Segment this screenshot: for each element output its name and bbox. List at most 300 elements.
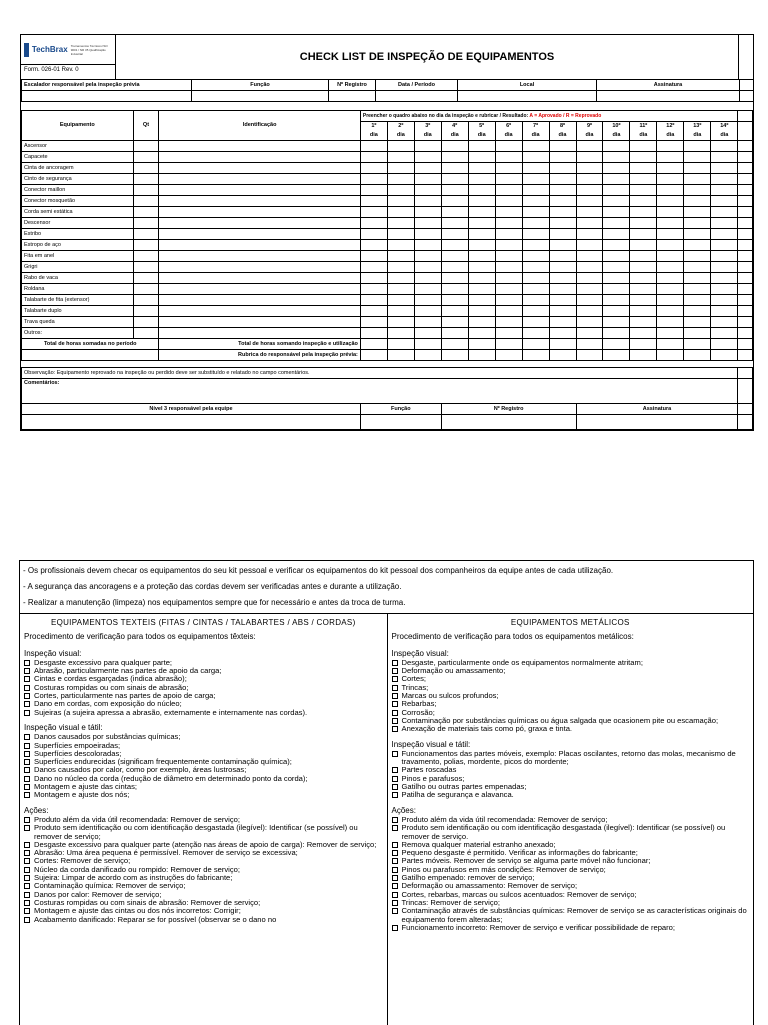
- qt-cell[interactable]: [133, 163, 159, 174]
- day-cell[interactable]: [576, 240, 603, 251]
- day-cell[interactable]: [468, 284, 495, 295]
- day-cell[interactable]: [441, 218, 468, 229]
- day-cell[interactable]: [684, 240, 711, 251]
- signature-field[interactable]: [360, 415, 441, 430]
- day-cell[interactable]: [360, 295, 387, 306]
- day-cell[interactable]: [603, 306, 630, 317]
- day-cell[interactable]: [657, 251, 684, 262]
- checkbox[interactable]: [392, 792, 398, 798]
- day-cell[interactable]: [657, 262, 684, 273]
- day-cell[interactable]: [387, 185, 414, 196]
- day-cell[interactable]: [495, 185, 522, 196]
- day-cell[interactable]: [441, 273, 468, 284]
- day-cell[interactable]: [684, 328, 711, 339]
- day-cell[interactable]: [657, 295, 684, 306]
- checkbox[interactable]: [24, 734, 30, 740]
- day-cell[interactable]: [414, 328, 441, 339]
- day-cell[interactable]: [603, 328, 630, 339]
- checkbox[interactable]: [392, 676, 398, 682]
- rubrica-cell[interactable]: [603, 350, 630, 361]
- day-cell[interactable]: [711, 306, 738, 317]
- day-cell[interactable]: [576, 207, 603, 218]
- checkbox[interactable]: [24, 900, 30, 906]
- checkbox[interactable]: [392, 701, 398, 707]
- day-cell[interactable]: [684, 273, 711, 284]
- checkbox[interactable]: [392, 900, 398, 906]
- day-cell[interactable]: [711, 196, 738, 207]
- day-cell[interactable]: [495, 174, 522, 185]
- day-cell[interactable]: [630, 174, 657, 185]
- day-cell[interactable]: [549, 174, 576, 185]
- day-cell[interactable]: [549, 218, 576, 229]
- day-cell[interactable]: [603, 273, 630, 284]
- checkbox[interactable]: [392, 850, 398, 856]
- identificacao-cell[interactable]: [159, 273, 360, 284]
- day-cell[interactable]: [576, 196, 603, 207]
- day-cell[interactable]: [414, 251, 441, 262]
- day-cell[interactable]: [441, 317, 468, 328]
- rubrica-cell[interactable]: [360, 350, 387, 361]
- day-cell[interactable]: [387, 141, 414, 152]
- identificacao-cell[interactable]: [159, 295, 360, 306]
- day-cell[interactable]: [657, 163, 684, 174]
- day-cell[interactable]: [576, 328, 603, 339]
- checkbox[interactable]: [24, 917, 30, 923]
- day-cell[interactable]: [603, 207, 630, 218]
- checkbox[interactable]: [392, 817, 398, 823]
- rubrica-cell[interactable]: [495, 350, 522, 361]
- day-cell[interactable]: [711, 295, 738, 306]
- day-cell[interactable]: [657, 328, 684, 339]
- day-cell[interactable]: [468, 152, 495, 163]
- day-cell[interactable]: [549, 273, 576, 284]
- day-cell[interactable]: [657, 174, 684, 185]
- day-cell[interactable]: [387, 152, 414, 163]
- day-cell[interactable]: [387, 218, 414, 229]
- rubrica-cell[interactable]: [387, 350, 414, 361]
- day-cell[interactable]: [522, 273, 549, 284]
- comentarios-field[interactable]: [22, 379, 738, 404]
- day-cell[interactable]: [360, 174, 387, 185]
- checkbox[interactable]: [24, 883, 30, 889]
- day-cell[interactable]: [522, 141, 549, 152]
- day-cell[interactable]: [657, 207, 684, 218]
- day-cell[interactable]: [549, 185, 576, 196]
- day-cell[interactable]: [495, 240, 522, 251]
- rubrica-cell[interactable]: [684, 350, 711, 361]
- day-cell[interactable]: [549, 251, 576, 262]
- day-cell[interactable]: [495, 196, 522, 207]
- day-cell[interactable]: [441, 284, 468, 295]
- funcao-field[interactable]: [192, 91, 329, 102]
- day-cell[interactable]: [630, 207, 657, 218]
- day-cell[interactable]: [387, 284, 414, 295]
- checkbox[interactable]: [392, 685, 398, 691]
- rubrica-cell[interactable]: [468, 350, 495, 361]
- day-cell[interactable]: [360, 218, 387, 229]
- qt-cell[interactable]: [133, 284, 159, 295]
- day-cell[interactable]: [468, 251, 495, 262]
- day-cell[interactable]: [630, 295, 657, 306]
- day-cell[interactable]: [657, 218, 684, 229]
- day-cell[interactable]: [441, 207, 468, 218]
- checkbox[interactable]: [392, 718, 398, 724]
- day-cell[interactable]: [495, 306, 522, 317]
- day-cell[interactable]: [441, 163, 468, 174]
- day-cell[interactable]: [387, 273, 414, 284]
- day-cell[interactable]: [414, 207, 441, 218]
- day-cell[interactable]: [549, 141, 576, 152]
- checkbox[interactable]: [24, 858, 30, 864]
- day-cell[interactable]: [522, 163, 549, 174]
- checkbox[interactable]: [24, 784, 30, 790]
- day-cell[interactable]: [360, 306, 387, 317]
- day-cell[interactable]: [603, 229, 630, 240]
- qt-cell[interactable]: [133, 273, 159, 284]
- day-cell[interactable]: [603, 152, 630, 163]
- total-cell[interactable]: [441, 339, 468, 350]
- day-cell[interactable]: [630, 218, 657, 229]
- day-cell[interactable]: [522, 295, 549, 306]
- day-cell[interactable]: [711, 185, 738, 196]
- day-cell[interactable]: [441, 306, 468, 317]
- qt-cell[interactable]: [133, 207, 159, 218]
- day-cell[interactable]: [711, 174, 738, 185]
- qt-cell[interactable]: [133, 218, 159, 229]
- day-cell[interactable]: [549, 196, 576, 207]
- qt-cell[interactable]: [133, 295, 159, 306]
- checkbox[interactable]: [24, 825, 30, 831]
- day-cell[interactable]: [657, 229, 684, 240]
- identificacao-cell[interactable]: [159, 262, 360, 273]
- checkbox[interactable]: [24, 908, 30, 914]
- day-cell[interactable]: [387, 306, 414, 317]
- qt-cell[interactable]: [133, 174, 159, 185]
- day-cell[interactable]: [576, 273, 603, 284]
- day-cell[interactable]: [387, 196, 414, 207]
- day-cell[interactable]: [549, 240, 576, 251]
- identificacao-cell[interactable]: [159, 141, 360, 152]
- day-cell[interactable]: [549, 262, 576, 273]
- checkbox[interactable]: [392, 776, 398, 782]
- day-cell[interactable]: [630, 152, 657, 163]
- day-cell[interactable]: [387, 207, 414, 218]
- day-cell[interactable]: [630, 229, 657, 240]
- day-cell[interactable]: [522, 306, 549, 317]
- checkbox[interactable]: [24, 751, 30, 757]
- day-cell[interactable]: [495, 328, 522, 339]
- registro-field[interactable]: [329, 91, 376, 102]
- identificacao-cell[interactable]: [159, 196, 360, 207]
- day-cell[interactable]: [522, 218, 549, 229]
- day-cell[interactable]: [630, 141, 657, 152]
- checkbox[interactable]: [392, 751, 398, 757]
- escalador-field[interactable]: [22, 91, 192, 102]
- day-cell[interactable]: [603, 240, 630, 251]
- day-cell[interactable]: [360, 262, 387, 273]
- day-cell[interactable]: [576, 141, 603, 152]
- day-cell[interactable]: [441, 141, 468, 152]
- day-cell[interactable]: [495, 317, 522, 328]
- day-cell[interactable]: [549, 152, 576, 163]
- day-cell[interactable]: [360, 328, 387, 339]
- day-cell[interactable]: [414, 174, 441, 185]
- day-cell[interactable]: [468, 240, 495, 251]
- day-cell[interactable]: [711, 262, 738, 273]
- day-cell[interactable]: [360, 207, 387, 218]
- day-cell[interactable]: [414, 295, 441, 306]
- identificacao-cell[interactable]: [159, 284, 360, 295]
- day-cell[interactable]: [360, 185, 387, 196]
- day-cell[interactable]: [468, 317, 495, 328]
- day-cell[interactable]: [549, 306, 576, 317]
- qt-cell[interactable]: [133, 185, 159, 196]
- day-cell[interactable]: [576, 251, 603, 262]
- identificacao-cell[interactable]: [159, 174, 360, 185]
- day-cell[interactable]: [495, 152, 522, 163]
- day-cell[interactable]: [360, 284, 387, 295]
- day-cell[interactable]: [522, 262, 549, 273]
- day-cell[interactable]: [603, 163, 630, 174]
- checkbox[interactable]: [24, 676, 30, 682]
- total-cell[interactable]: [630, 339, 657, 350]
- identificacao-cell[interactable]: [159, 152, 360, 163]
- day-cell[interactable]: [441, 251, 468, 262]
- day-cell[interactable]: [414, 229, 441, 240]
- checkbox[interactable]: [392, 842, 398, 848]
- checkbox[interactable]: [24, 767, 30, 773]
- day-cell[interactable]: [414, 185, 441, 196]
- day-cell[interactable]: [711, 273, 738, 284]
- day-cell[interactable]: [684, 218, 711, 229]
- identificacao-cell[interactable]: [159, 306, 360, 317]
- day-cell[interactable]: [495, 229, 522, 240]
- day-cell[interactable]: [522, 152, 549, 163]
- checkbox[interactable]: [392, 767, 398, 773]
- checkbox[interactable]: [24, 660, 30, 666]
- day-cell[interactable]: [441, 262, 468, 273]
- checkbox[interactable]: [392, 908, 398, 914]
- day-cell[interactable]: [441, 295, 468, 306]
- day-cell[interactable]: [387, 251, 414, 262]
- identificacao-cell[interactable]: [159, 229, 360, 240]
- day-cell[interactable]: [414, 141, 441, 152]
- identificacao-cell[interactable]: [159, 163, 360, 174]
- day-cell[interactable]: [711, 251, 738, 262]
- checkbox[interactable]: [392, 693, 398, 699]
- day-cell[interactable]: [684, 306, 711, 317]
- day-cell[interactable]: [603, 196, 630, 207]
- day-cell[interactable]: [360, 196, 387, 207]
- day-cell[interactable]: [630, 240, 657, 251]
- day-cell[interactable]: [630, 185, 657, 196]
- day-cell[interactable]: [603, 174, 630, 185]
- day-cell[interactable]: [603, 295, 630, 306]
- checkbox[interactable]: [24, 850, 30, 856]
- signature-field[interactable]: [441, 415, 576, 430]
- day-cell[interactable]: [468, 163, 495, 174]
- day-cell[interactable]: [414, 152, 441, 163]
- day-cell[interactable]: [522, 174, 549, 185]
- day-cell[interactable]: [414, 306, 441, 317]
- day-cell[interactable]: [549, 207, 576, 218]
- day-cell[interactable]: [495, 251, 522, 262]
- day-cell[interactable]: [441, 229, 468, 240]
- checkbox[interactable]: [24, 892, 30, 898]
- day-cell[interactable]: [495, 295, 522, 306]
- qt-cell[interactable]: [133, 229, 159, 240]
- day-cell[interactable]: [468, 262, 495, 273]
- day-cell[interactable]: [711, 207, 738, 218]
- qt-cell[interactable]: [133, 251, 159, 262]
- day-cell[interactable]: [711, 284, 738, 295]
- day-cell[interactable]: [684, 207, 711, 218]
- day-cell[interactable]: [441, 152, 468, 163]
- day-cell[interactable]: [468, 273, 495, 284]
- day-cell[interactable]: [522, 185, 549, 196]
- checkbox[interactable]: [392, 825, 398, 831]
- checkbox[interactable]: [392, 726, 398, 732]
- day-cell[interactable]: [522, 229, 549, 240]
- identificacao-cell[interactable]: [159, 251, 360, 262]
- rubrica-cell[interactable]: [549, 350, 576, 361]
- day-cell[interactable]: [630, 328, 657, 339]
- day-cell[interactable]: [414, 284, 441, 295]
- day-cell[interactable]: [468, 328, 495, 339]
- day-cell[interactable]: [522, 317, 549, 328]
- qt-cell[interactable]: [133, 152, 159, 163]
- day-cell[interactable]: [684, 262, 711, 273]
- total-cell[interactable]: [684, 339, 711, 350]
- checkbox[interactable]: [392, 710, 398, 716]
- rubrica-cell[interactable]: [630, 350, 657, 361]
- total-cell[interactable]: [414, 339, 441, 350]
- checkbox[interactable]: [24, 710, 30, 716]
- checkbox[interactable]: [392, 867, 398, 873]
- day-cell[interactable]: [468, 174, 495, 185]
- day-cell[interactable]: [576, 152, 603, 163]
- rubrica-cell[interactable]: [711, 350, 738, 361]
- day-cell[interactable]: [576, 284, 603, 295]
- total-cell[interactable]: [495, 339, 522, 350]
- day-cell[interactable]: [441, 174, 468, 185]
- day-cell[interactable]: [630, 163, 657, 174]
- identificacao-cell[interactable]: [159, 207, 360, 218]
- day-cell[interactable]: [414, 273, 441, 284]
- total-cell[interactable]: [468, 339, 495, 350]
- day-cell[interactable]: [549, 284, 576, 295]
- checkbox[interactable]: [24, 693, 30, 699]
- day-cell[interactable]: [414, 218, 441, 229]
- day-cell[interactable]: [360, 273, 387, 284]
- signature-field[interactable]: [22, 415, 361, 430]
- day-cell[interactable]: [495, 262, 522, 273]
- qt-cell[interactable]: [133, 240, 159, 251]
- checkbox[interactable]: [24, 867, 30, 873]
- day-cell[interactable]: [630, 306, 657, 317]
- rubrica-cell[interactable]: [522, 350, 549, 361]
- day-cell[interactable]: [441, 240, 468, 251]
- rubrica-cell[interactable]: [657, 350, 684, 361]
- day-cell[interactable]: [657, 196, 684, 207]
- day-cell[interactable]: [387, 328, 414, 339]
- day-cell[interactable]: [711, 240, 738, 251]
- day-cell[interactable]: [495, 163, 522, 174]
- day-cell[interactable]: [711, 141, 738, 152]
- checkbox[interactable]: [392, 660, 398, 666]
- day-cell[interactable]: [657, 273, 684, 284]
- identificacao-cell[interactable]: [159, 185, 360, 196]
- day-cell[interactable]: [684, 317, 711, 328]
- day-cell[interactable]: [657, 306, 684, 317]
- day-cell[interactable]: [657, 141, 684, 152]
- day-cell[interactable]: [684, 284, 711, 295]
- day-cell[interactable]: [441, 328, 468, 339]
- checkbox[interactable]: [24, 792, 30, 798]
- day-cell[interactable]: [441, 196, 468, 207]
- rubrica-cell[interactable]: [576, 350, 603, 361]
- day-cell[interactable]: [441, 185, 468, 196]
- day-cell[interactable]: [414, 163, 441, 174]
- day-cell[interactable]: [468, 196, 495, 207]
- day-cell[interactable]: [468, 141, 495, 152]
- day-cell[interactable]: [684, 229, 711, 240]
- day-cell[interactable]: [522, 328, 549, 339]
- qt-cell[interactable]: [133, 262, 159, 273]
- checkbox[interactable]: [24, 817, 30, 823]
- day-cell[interactable]: [603, 262, 630, 273]
- day-cell[interactable]: [387, 262, 414, 273]
- checkbox[interactable]: [24, 842, 30, 848]
- checkbox[interactable]: [392, 858, 398, 864]
- day-cell[interactable]: [711, 163, 738, 174]
- day-cell[interactable]: [630, 273, 657, 284]
- day-cell[interactable]: [657, 152, 684, 163]
- day-cell[interactable]: [684, 152, 711, 163]
- day-cell[interactable]: [684, 174, 711, 185]
- total-cell[interactable]: [387, 339, 414, 350]
- day-cell[interactable]: [684, 185, 711, 196]
- day-cell[interactable]: [711, 229, 738, 240]
- identificacao-cell[interactable]: [159, 218, 360, 229]
- day-cell[interactable]: [576, 295, 603, 306]
- day-cell[interactable]: [360, 163, 387, 174]
- day-cell[interactable]: [468, 306, 495, 317]
- day-cell[interactable]: [630, 262, 657, 273]
- qt-cell[interactable]: [133, 317, 159, 328]
- day-cell[interactable]: [522, 251, 549, 262]
- day-cell[interactable]: [387, 174, 414, 185]
- local-field[interactable]: [458, 91, 597, 102]
- day-cell[interactable]: [576, 185, 603, 196]
- rubrica-cell[interactable]: [414, 350, 441, 361]
- day-cell[interactable]: [576, 174, 603, 185]
- day-cell[interactable]: [522, 207, 549, 218]
- day-cell[interactable]: [603, 185, 630, 196]
- identificacao-cell[interactable]: [159, 317, 360, 328]
- day-cell[interactable]: [657, 240, 684, 251]
- checkbox[interactable]: [24, 759, 30, 765]
- total-cell[interactable]: [657, 339, 684, 350]
- checkbox[interactable]: [392, 925, 398, 931]
- day-cell[interactable]: [495, 284, 522, 295]
- day-cell[interactable]: [360, 229, 387, 240]
- day-cell[interactable]: [576, 317, 603, 328]
- day-cell[interactable]: [414, 240, 441, 251]
- qt-cell[interactable]: [133, 306, 159, 317]
- rubrica-cell[interactable]: [441, 350, 468, 361]
- day-cell[interactable]: [576, 262, 603, 273]
